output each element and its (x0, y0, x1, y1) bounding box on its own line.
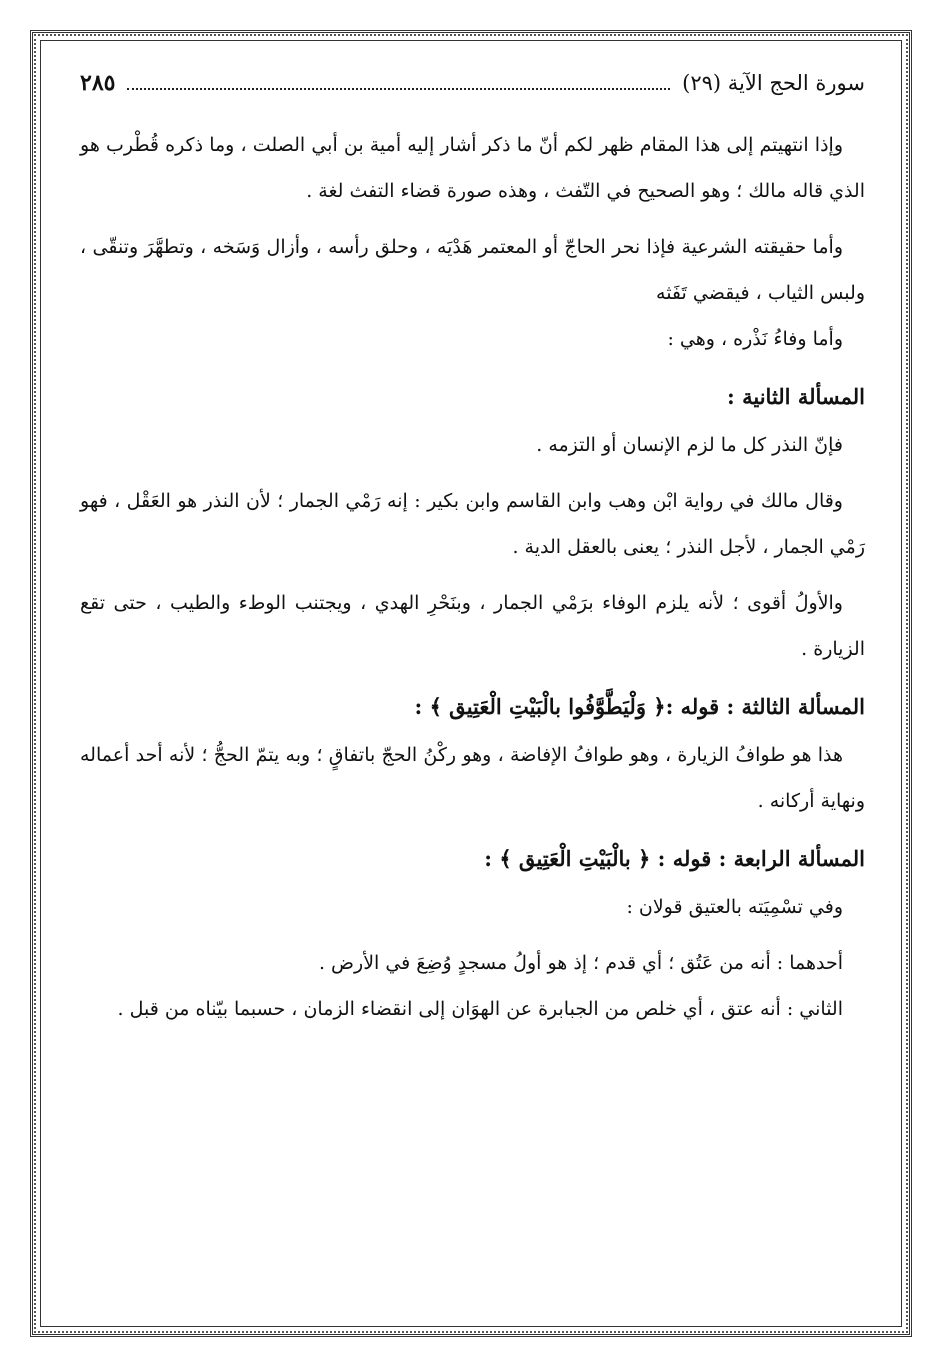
paragraph-1: وإذا انتهيتم إلى هذا المقام ظهر لكم أنّ ما ذكر أشار إليه أمية بن أبي الصلت ، وما ذكره قُطْرب هو الذي قاله مالك ؛ وهو الصحيح في التّفث ، وهذه صورة قضاء التفث لغة . (80, 134, 865, 202)
running-header (80, 70, 865, 122)
page-number: ٢٨٥ (80, 70, 116, 96)
section-heading-4: المسألة الرابعة : قوله : ﴿ بالْبَيْتِ الْعَتِيق ﴾ : (484, 846, 865, 871)
paragraph-7: هذا هو طوافُ الزيارة ، وهو طوافُ الإفاضة ، وهو ركْنُ الحجّ باتفاقٍ ؛ وبه يتمّ الحجُّ ؛ لأنه أحد أعماله ونهاية أركانه . (80, 744, 865, 812)
paragraph-5: وقال مالك في رواية ابْن وهب وابن القاسم وابن بكير : إنه رَمْي الجمار ؛ لأن النذر هو العَقْل ، فهو رَمْي الجمار ، لأجل النذر ؛ يعنى بالعقل الدية . (80, 490, 865, 558)
paragraph-6: والأولُ أقوى ؛ لأنه يلزم الوفاء برَمْي الجمار ، وبنَحْرِ الهدي ، ويجتنب الوطء والطيب ، حتى تقع الزيارة . (80, 592, 865, 660)
section-heading-3: المسألة الثالثة : قوله :﴿ وَلْيَطَّوَّفُوا بالْبَيْتِ الْعَتِيق ﴾ : (414, 694, 865, 719)
running-title: سورة الحج الآية (٢٩) (682, 71, 865, 95)
paragraph-3: وأما وفاءُ نَذْره ، وهي : (667, 328, 843, 350)
paragraph-9: أحدهما : أنه من عَتُق ؛ أي قدم ؛ إذ هو أولُ مسجدٍ وُضِعَ في الأرض . (318, 952, 843, 974)
section-heading-2: المسألة الثانية : (727, 384, 865, 409)
paragraph-10: الثاني : أنه عتق ، أي خلص من الجبابرة عن الهوَان إلى انقضاء الزمان ، حسبما بيّناه من قبل . (117, 998, 843, 1020)
paragraph-8: وفي تسْمِيَته بالعتيق قولان : (626, 896, 843, 918)
page-content (80, 70, 865, 1290)
paragraph-2: وأما حقيقته الشرعية فإذا نحر الحاجّ أو المعتمر هَدْيَه ، وحلق رأسه ، وأزال وَسَخه ، وتطهَّرَ وتنقّى ، ولبس الثياب ، فيقضي تَفَثه (80, 236, 865, 304)
dot-leaders (127, 74, 670, 90)
paragraph-4: فإنّ النذر كل ما لزم الإنسان أو التزمه . (536, 434, 843, 456)
